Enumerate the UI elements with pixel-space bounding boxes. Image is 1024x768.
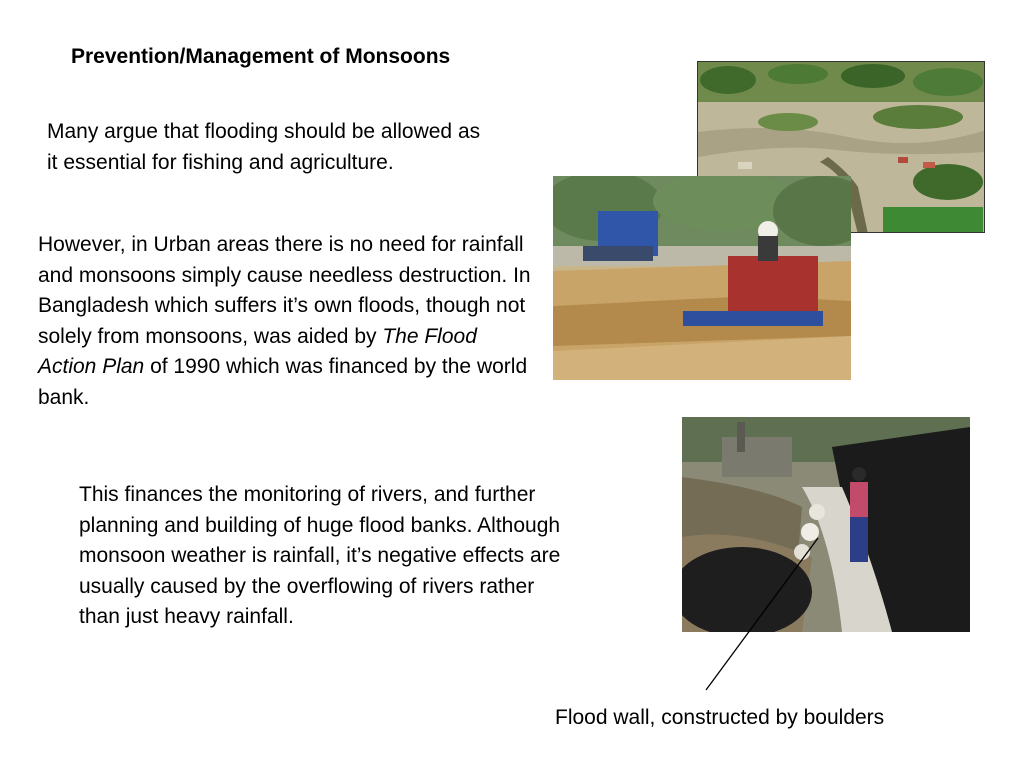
paragraph-urban-text: However, in Urban areas there is no need for rainfall and monsoons simply cause needless destruction. In Bangladesh which suffers it’s own floods, though not solely from monsoons, was aided by (38, 233, 531, 348)
flood-action-plan-title: The Flood Action Plan (38, 324, 477, 378)
flood-wall-caption: Flood wall, constructed by boulders (555, 706, 885, 729)
paragraph-urban-areas (38, 230, 538, 413)
wheat-harvest-photo (553, 176, 851, 380)
paragraph-flood-banks: This finances the monitoring of rivers, and further planning and building of huge flood banks. Although monsoon weather is rainfall, it’s negative effects are usually caused by the overflowing of rivers rather than just heavy rainfall. (79, 483, 561, 628)
flood-wall-photo (682, 417, 970, 632)
slide-title: Prevention/Management of Monsoons (71, 45, 451, 68)
paragraph-flooding-benefits: Many argue that flooding should be allowed as it essential for fishing and agriculture. (47, 120, 481, 174)
paragraph-urban-text-end: of 1990 which was financed by the world bank. (38, 355, 528, 409)
